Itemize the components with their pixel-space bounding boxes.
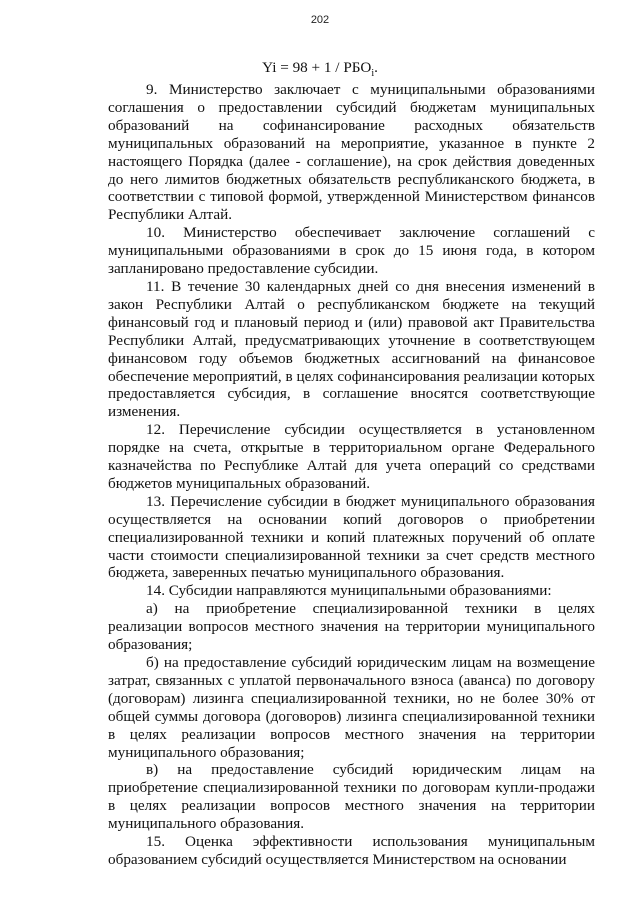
page-number: 202	[310, 14, 330, 26]
paragraph-10: 10. Министерство обеспечивает заключение соглашений с муниципальными образованиями в срок до 15 июня года, в котором запланировано предоставление субсидии.	[108, 224, 595, 278]
paragraph-14-v: в) на предоставление субсидий юридическим лицам на приобретение специализированной техники по договорам купли-продажи в целях реализации вопросов местного значения на территории муниципального образования.	[108, 761, 595, 833]
formula-suffix: .	[374, 59, 378, 76]
paragraph-9: 9. Министерство заключает с муниципальными образованиями соглашения о предоставлении субсидий бюджетам муниципальных образований на софинансирование расходных обязательств муниципальных образований на мероприятие, указанное в пункте 2 настоящего Порядка (далее - соглашение), на срок действия доведенных до него лимитов бюджетных обязательств республиканского бюджета, в соответствии с типовой формой, утвержденной Министерством финансов Республики Алтай.	[108, 81, 595, 224]
formula-subscript: i	[371, 68, 375, 80]
formula	[0, 59, 640, 83]
paragraph-14: 14. Субсидии направляются муниципальными образованиями:	[146, 582, 552, 600]
body-text	[108, 81, 595, 869]
paragraph-14-a: а) на приобретение специализированной техники в целях реализации вопросов местного значения на территории муниципального образования;	[108, 600, 595, 654]
paragraph-13: 13. Перечисление субсидии в бюджет муниципального образования осуществляется на основании копий договоров о приобретении специализированной техники и копий платежных поручений об оплате части стоимости специализированной техники за счет средств местного бюджета, заверенных печатью муниципального образования.	[108, 492, 595, 582]
paragraph-12: 12. Перечисление субсидии осуществляется в установленном порядке на счета, открытые в территориальном органе Федерального казначейства по Республике Алтай для учета операций со средствами бюджетов муниципальных образований.	[108, 421, 595, 492]
paragraph-15: 15. Оценка эффективности использования муниципальным образованием субсидий осуществляется Министерством на основании	[108, 833, 595, 868]
formula-main: Yi = 98 + 1 / РБО	[262, 59, 372, 76]
paragraph-14-b: б) на предоставление субсидий юридическим лицам на возмещение затрат, связанных с уплатой первоначального взноса (аванса) по договору (договорам) лизинга специализированной техники, но не более 30% от общей суммы договора (договоров) лизинга специализированной техники в целях реализации вопросов местного значения на территории муниципального образования;	[108, 654, 595, 761]
paragraph-11: 11. В течение 30 календарных дней со дня внесения изменений в закон Республики Алтай о республиканском бюджете на текущий финансовый год и плановый период и (или) правовой акт Правительства Республики Алтай, предусматривающих уточнение в соответствующем финансовом году объемов бюджетных ассигнований на финансовое обеспечение мероприятий, в целях софинансирования реализации которых предоставляется субсидия, в соглашение вносятся соответствующие изменения.	[108, 277, 595, 421]
